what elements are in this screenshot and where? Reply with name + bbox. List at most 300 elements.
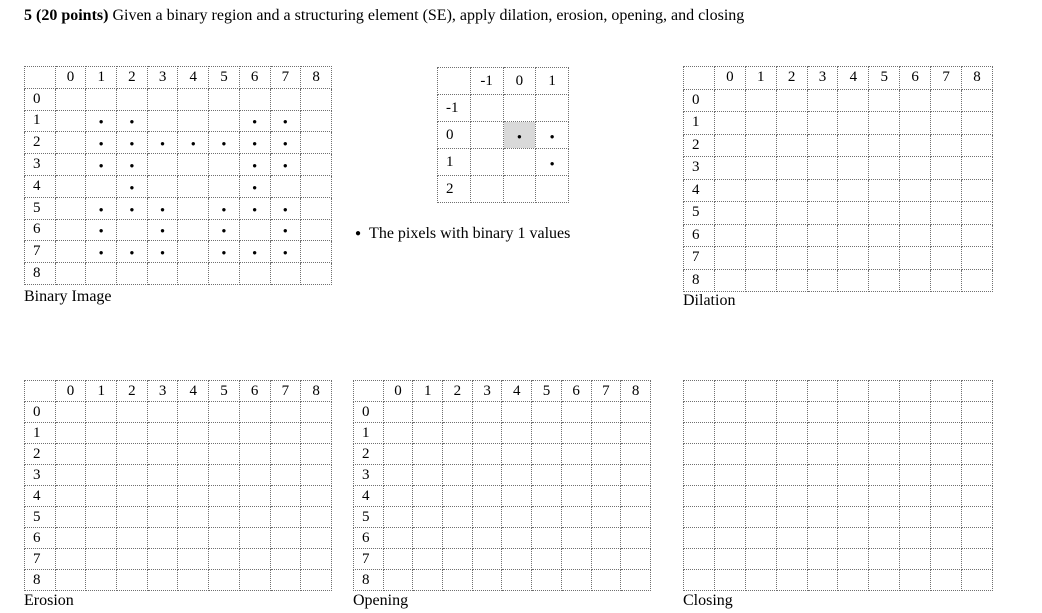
grid-cell [178,528,209,549]
grid-cell [472,570,502,591]
grid-cell [209,88,240,110]
grid-cell [745,570,776,591]
se-cell [470,122,503,149]
grid-row [25,219,332,241]
grid-cell [776,549,807,570]
grid-cell [209,110,240,132]
closing-grid [683,380,993,591]
grid-cell [502,507,532,528]
grid-cell [931,224,962,247]
grid-row [684,528,993,549]
column-label: 8 [301,381,332,402]
grid-cell [532,507,562,528]
column-label [745,381,776,402]
grid-cell [591,528,621,549]
grid-cell [869,224,900,247]
grid-cell [178,197,209,219]
grid-cell [239,219,270,241]
grid-cell [270,263,301,285]
grid-cell [807,444,838,465]
column-label: 0 [55,67,86,89]
column-label: 0 [714,67,745,90]
se-origin-cell [503,122,536,149]
grid-cell [532,423,562,444]
column-label: 3 [807,67,838,90]
grid-row [684,247,993,270]
grid-cell [962,528,993,549]
row-label: 6 [354,528,384,549]
legend [355,225,570,243]
grid-cell-pixel [86,110,117,132]
grid-cell-pixel [117,110,148,132]
grid-cell [869,179,900,202]
grid-row [684,269,993,292]
grid-cell [869,423,900,444]
grid-cell [301,528,332,549]
grid-cell [962,179,993,202]
column-label: 7 [270,67,301,89]
grid-cell [55,465,86,486]
grid-cell [900,528,931,549]
grid-cell [838,269,869,292]
grid-cell [443,423,473,444]
grid-cell [591,465,621,486]
grid-cell [55,154,86,176]
grid-cell [776,89,807,112]
grid-cell [807,507,838,528]
grid-cell [931,507,962,528]
grid-cell [869,202,900,225]
grid-row [684,444,993,465]
se-column-label: 0 [503,68,536,95]
grid-cell-pixel [86,132,117,154]
grid-cell [117,486,148,507]
grid-cell [838,465,869,486]
grid-cell [591,402,621,423]
grid-cell-pixel [239,110,270,132]
grid-cell [178,507,209,528]
row-label: 1 [684,112,715,135]
grid-cell [962,444,993,465]
grid-cell [502,486,532,507]
grid-cell [776,112,807,135]
grid-cell [838,224,869,247]
grid-row [684,134,993,157]
grid-cell [931,402,962,423]
row-label: 5 [354,507,384,528]
grid-cell [147,507,178,528]
grid-cell [807,247,838,270]
grid-cell [472,507,502,528]
grid-cell [714,202,745,225]
grid-cell [838,507,869,528]
grid-row [354,423,651,444]
grid-header-row [354,381,651,402]
grid-cell-pixel [117,132,148,154]
grid-cell [931,179,962,202]
grid-cell [178,263,209,285]
grid-cell [869,444,900,465]
grid-cell [807,423,838,444]
se-cell [503,149,536,176]
grid-cell-pixel [86,241,117,263]
grid-cell [591,423,621,444]
grid-cell [270,444,301,465]
grid-cell-pixel [239,241,270,263]
grid-cell [962,269,993,292]
grid-cell [962,89,993,112]
grid-row [354,465,651,486]
row-label: 8 [25,570,56,591]
grid-cell [532,402,562,423]
grid-cell [86,402,117,423]
grid-cell [745,269,776,292]
column-label: 2 [117,381,148,402]
grid-cell [807,224,838,247]
grid-cell [776,570,807,591]
row-label: 4 [25,175,56,197]
grid-cell [147,88,178,110]
grid-cell [413,465,443,486]
grid-cell [443,465,473,486]
grid-cell [621,465,651,486]
column-label: 2 [776,67,807,90]
grid-cell [621,549,651,570]
grid-cell-pixel [270,219,301,241]
se-header-row [438,68,569,95]
opening-grid [353,380,651,591]
se-row [438,122,569,149]
grid-cell [962,112,993,135]
row-label: 3 [354,465,384,486]
grid-cell [591,570,621,591]
column-label: 1 [86,381,117,402]
grid-cell [621,507,651,528]
grid-cell [383,528,413,549]
grid-cell [270,507,301,528]
grid-cell [714,89,745,112]
grid-cell [270,465,301,486]
grid-cell [443,549,473,570]
grid-cell [301,549,332,570]
grid-cell [270,175,301,197]
grid-cell [869,134,900,157]
row-label: 5 [25,197,56,219]
grid-cell [714,507,745,528]
grid-cell [209,486,240,507]
se-cell [536,176,569,203]
grid-header-row [684,381,993,402]
grid-row [25,197,332,219]
column-label: 7 [931,67,962,90]
grid-cell [178,219,209,241]
column-label: 8 [621,381,651,402]
grid-cell [621,444,651,465]
grid-cell [301,263,332,285]
grid-cell [86,88,117,110]
grid-cell [178,423,209,444]
grid-cell [962,507,993,528]
grid-cell [745,89,776,112]
row-label [684,423,715,444]
question-points: (20 points) [36,7,109,24]
grid-cell [900,112,931,135]
grid-cell [869,486,900,507]
grid-cell [270,570,301,591]
row-label: 4 [684,179,715,202]
grid-cell [239,465,270,486]
grid-cell [931,89,962,112]
grid-row [684,570,993,591]
row-label [684,486,715,507]
row-label: 3 [684,157,715,180]
se-cell-pixel [536,149,569,176]
grid-cell [301,132,332,154]
column-label: 3 [147,381,178,402]
grid-cell [443,507,473,528]
column-label [807,381,838,402]
column-label: 6 [239,67,270,89]
grid-cell [55,402,86,423]
grid-cell [413,507,443,528]
grid-cell [147,110,178,132]
se-row [438,176,569,203]
grid-cell [86,465,117,486]
grid-cell [591,486,621,507]
grid-row [25,444,332,465]
grid-cell [561,444,591,465]
grid-cell [502,444,532,465]
grid-cell [301,154,332,176]
grid-cell [86,549,117,570]
grid-cell [776,224,807,247]
grid-cell [561,465,591,486]
grid-cell [900,444,931,465]
row-label [684,549,715,570]
grid-cell [931,157,962,180]
grid-cell [383,549,413,570]
column-label: 6 [900,67,931,90]
se-row-label: -1 [438,95,471,122]
grid-cell [270,549,301,570]
grid-cell [931,549,962,570]
grid-cell-pixel [239,132,270,154]
column-label [838,381,869,402]
grid-cell [239,402,270,423]
grid-cell [621,570,651,591]
grid-cell [838,549,869,570]
grid-cell [745,423,776,444]
grid-cell [807,402,838,423]
row-label: 7 [354,549,384,570]
row-label: 6 [684,224,715,247]
grid-cell [472,528,502,549]
row-label: 6 [25,219,56,241]
grid-cell [301,219,332,241]
grid-cell [209,263,240,285]
grid-cell [807,528,838,549]
grid-cell [621,486,651,507]
grid-cell [807,202,838,225]
row-label [684,465,715,486]
grid-cell [147,570,178,591]
grid-cell [383,486,413,507]
grid-cell [621,402,651,423]
grid-cell [900,465,931,486]
grid-cell [178,465,209,486]
grid-row [354,570,651,591]
grid-row [684,423,993,444]
se-cell [470,95,503,122]
row-label: 1 [25,110,56,132]
grid-cell [178,486,209,507]
grid-cell [301,110,332,132]
grid-cell [472,549,502,570]
grid-row [25,88,332,110]
column-label: 5 [209,67,240,89]
grid-cell [178,570,209,591]
grid-row [684,89,993,112]
column-label [962,381,993,402]
grid-cell [383,444,413,465]
grid-cell [239,549,270,570]
grid-cell [869,507,900,528]
column-label: 1 [86,67,117,89]
grid-cell [591,507,621,528]
grid-cell [502,528,532,549]
grid-row [684,549,993,570]
grid-cell [239,263,270,285]
grid-cell [55,570,86,591]
grid-row [684,465,993,486]
grid-row [684,224,993,247]
row-label: 4 [354,486,384,507]
grid-cell [209,465,240,486]
grid-cell [962,465,993,486]
grid-cell [931,202,962,225]
grid-cell-pixel [117,175,148,197]
grid-cell [745,528,776,549]
grid-cell [209,154,240,176]
grid-cell [900,507,931,528]
grid-cell [117,570,148,591]
grid-cell [209,507,240,528]
grid-cell [714,528,745,549]
grid-cell [502,465,532,486]
grid-cell [869,112,900,135]
grid-cell [869,269,900,292]
grid-cell [714,112,745,135]
grid-row [25,423,332,444]
column-label: 0 [55,381,86,402]
grid-cell-pixel [117,197,148,219]
grid-cell [55,507,86,528]
grid-cell [900,570,931,591]
column-label [714,381,745,402]
column-label: 4 [178,381,209,402]
grid-row [25,241,332,263]
grid-cell [900,486,931,507]
row-label: 0 [354,402,384,423]
grid-cell [178,88,209,110]
grid-cell [962,224,993,247]
grid-cell [838,134,869,157]
column-label [776,381,807,402]
grid-cell [532,465,562,486]
grid-cell [869,157,900,180]
grid-cell [931,528,962,549]
grid-cell [383,402,413,423]
grid-row [25,549,332,570]
binary-image-grid [24,66,332,285]
grid-cell-pixel [178,132,209,154]
grid-cell [962,202,993,225]
grid-cell [239,444,270,465]
grid-cell [931,486,962,507]
grid-cell [776,423,807,444]
grid-cell [55,197,86,219]
grid-row [684,507,993,528]
grid-cell [745,549,776,570]
grid-row [684,402,993,423]
grid-cell-pixel [270,110,301,132]
grid-cell-pixel [117,154,148,176]
grid-cell [301,175,332,197]
grid-cell [900,179,931,202]
grid-cell [209,175,240,197]
grid-cell [147,423,178,444]
grid-cell [301,402,332,423]
column-label: 5 [209,381,240,402]
grid-cell [561,423,591,444]
grid-cell-pixel [147,219,178,241]
se-row [438,95,569,122]
grid-cell [55,444,86,465]
grid-cell [838,157,869,180]
column-label: 8 [301,67,332,89]
column-label: 1 [745,67,776,90]
grid-cell [931,112,962,135]
grid-row [354,444,651,465]
grid-cell-pixel [209,241,240,263]
column-label: 7 [591,381,621,402]
grid-cell [931,444,962,465]
grid-cell [147,528,178,549]
column-label: 2 [117,67,148,89]
grid-cell [117,549,148,570]
dilation-caption: Dilation [683,292,736,309]
grid-cell [714,486,745,507]
grid-cell [561,486,591,507]
grid-cell [838,486,869,507]
grid-cell [301,486,332,507]
grid-header-row [25,381,332,402]
grid-cell [745,465,776,486]
column-label: 0 [383,381,413,402]
grid-cell [807,486,838,507]
column-label: 3 [472,381,502,402]
grid-cell [900,89,931,112]
binary-image-caption: Binary Image [24,288,112,305]
grid-cell [413,528,443,549]
grid-cell [472,402,502,423]
grid-cell [838,402,869,423]
grid-row [684,112,993,135]
grid-cell-pixel [147,197,178,219]
grid-cell [443,528,473,549]
row-label: 4 [25,486,56,507]
grid-cell [962,247,993,270]
